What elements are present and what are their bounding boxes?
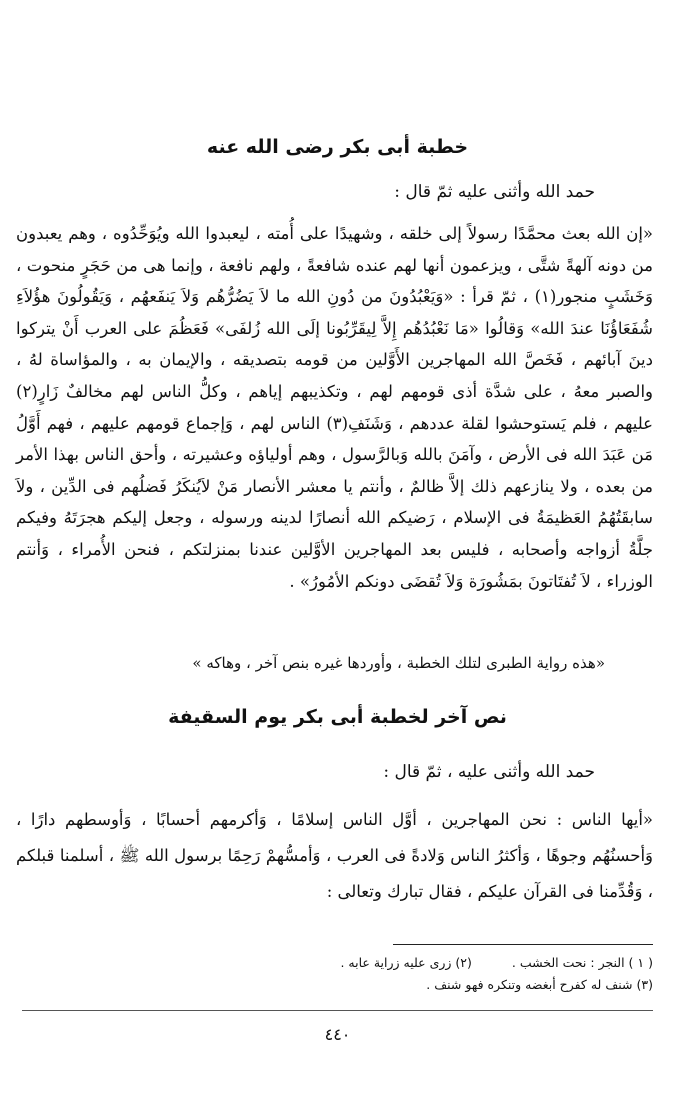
footnote-1: ( ١ ) النجر : نحت الخشب . [511, 955, 653, 970]
footnote-row [40, 952, 653, 974]
intro-line-2: حمد الله وأثنى عليه ، ثمّ قال : [383, 762, 595, 782]
section-heading-alternate-text: نص آخر لخطبة أبى بكر يوم السقيفة [168, 706, 507, 728]
footnote-row [40, 974, 653, 996]
intro-line: حمد الله وأثنى عليه ثمّ قال : [394, 182, 595, 202]
section-heading-sermon: خطبة أبى بكر رضى الله عنه [206, 136, 469, 158]
footnotes [40, 952, 653, 996]
page-number: ٤٤٠ [324, 1025, 351, 1044]
source-note: «هذه رواية الطبرى لتلك الخطبة ، وأوردها غيره بنص آخر ، وهاكه » [192, 654, 605, 672]
sermon-paragraph: «إن الله بعث محمَّدًا رسولاً إلى خلقه ، وشهيدًا على أُمته ، ليعبدوا الله ويُوَحِّدُوه ، وهم يعبدون من دونه آلهةً شتَّى ، ويزعمون أنها لهم عنده شافعةً ، ولهم نافعة ، وإنما هى من حَجَرٍ منحوت ، وَخَشَبٍ منجور(١) ، ثمّ قرأ : «وَيَعْبُدُونَ من دُونِ الله ما لاَ يَضُرُّهُم وَلاَ يَنفَعهُم ، وَيَقُولُونَ هؤُلاَءِ شُفَعَاؤُنَا عندَ الله» وَقالُوا «مَا نَعْبُدُهُم إِلاَّ لِيقَرِّبُونا إلَى الله زُلفَى» فَعَظُمَ على العرب أَنْ يتركوا دينَ آبائهم ، فَخَصَّ الله المهاجرين الأَوَّلين من قومه بتصديقه ، والإيمان به ، والمؤاساة لهُ ، والصبر معهُ ، على شدَّة أذى قومهم لهم ، وتكذيبهم إياهم ، وكلُّ الناس لهم مخالفٌ زَارٍ(٢) عليهم ، فلم يَستوحشوا لقلة عددهم ، وَشَنَفِ(٣) الناس لهم ، وَإجماع قومهم عليهم ، فهم أَوَّلُ مَن عَبَدَ الله فى الأرض ، وآمَنَ بالله وَبالرَّسول ، وهم أولياؤه وعشيرته ، وأحق الناس بهذا الأمر من بعده ، ولا ينازعهم ذلك إلاَّ ظالمٌ ، وأنتم يا معشر الأنصار مَنْ لاَيُنكَرُ فَضلُهم فى الدِّين ، ولاَ سابقَتُهُمُ العَظيمَةُ فى الإسلام ، رَضيكم الله أنصارًا لدينه ورسوله ، وجعل إليكم هجرَتَهُ وفيكم جلَّةُ أزواجه وأصحابه ، فليس بعد المهاجرين الأوَّلين عندنا بمنزلتكم ، فنحن الأُمراء ، وَأنتم الوزراء ، لاَ تُفتَاتونَ بمَشُورَة وَلاَ تُقضَى دونكم الأمُورُ» . [16, 224, 654, 591]
footnote-3: (٣) شنف له كفرح أبغضه وتنكره فهو شنف . [426, 977, 653, 992]
sermon-paragraph-2: «أيها الناس : نحن المهاجرين ، أوَّل الناس إسلامًا ، وَأكرمهم أحسابًا ، وَأوسطهم دارًا ، وَأحسنُهُم وجوهًا ، وَأكثرُ الناس وَلادةً فى العرب ، وَأمسُّهمْ رَحِمًا برسول الله ﷺ ، أسلمنا قبلكم ، وَقُدِّمنا فى القرآن عليكم ، فقال تبارك وتعالى : [16, 810, 653, 901]
footnote-2: (٢) زرى عليه زراية عابه . [340, 955, 472, 970]
page-bottom-divider [22, 1010, 653, 1011]
footnote-divider [393, 944, 653, 945]
